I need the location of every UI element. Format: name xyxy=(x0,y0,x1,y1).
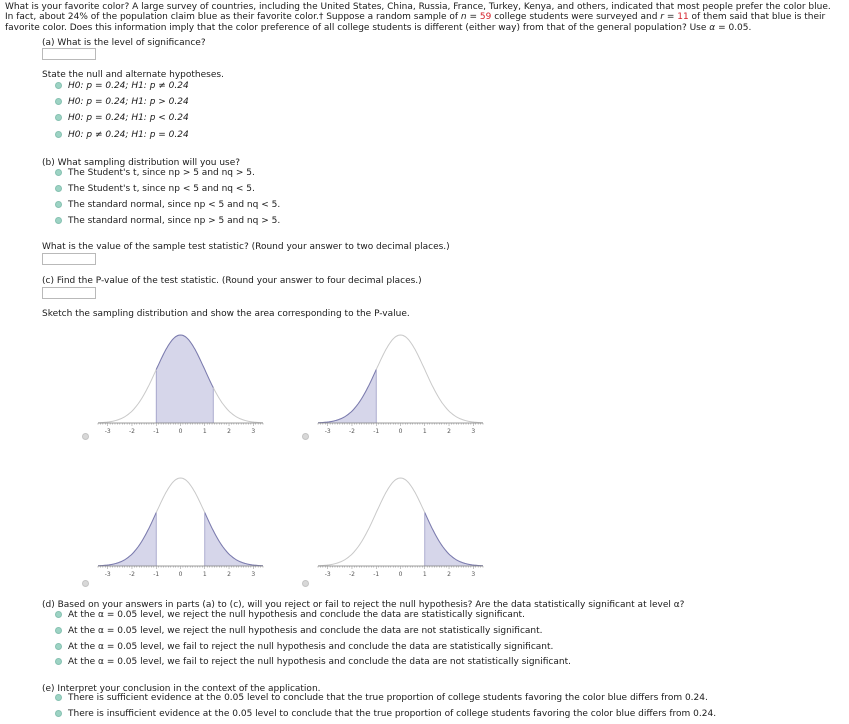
radio-button[interactable] xyxy=(55,114,62,121)
tick-label: -1 xyxy=(373,428,380,435)
tick-label: -1 xyxy=(153,428,160,435)
p-value-input[interactable] xyxy=(42,287,96,299)
normal-curve xyxy=(318,478,483,566)
n-equals: = xyxy=(466,12,480,23)
radio-button[interactable] xyxy=(55,169,62,176)
option-label: The Student's t, since np < 5 and nq < 5. xyxy=(68,184,255,194)
tick-label: 2 xyxy=(447,571,451,578)
tick-label: 3 xyxy=(251,428,256,435)
radio-button[interactable] xyxy=(55,185,62,192)
tick-label: -2 xyxy=(348,571,355,578)
tick-label: 2 xyxy=(447,428,451,435)
significance-answer-input[interactable] xyxy=(42,48,96,60)
option-h0: H0: p = 0.24; xyxy=(68,81,129,91)
graph-two-tail-shaded[interactable] xyxy=(88,463,273,583)
option-label: At the α = 0.05 level, we reject the null hypothesis and conclude the data are not statistically significant. xyxy=(68,626,543,636)
r-label: r xyxy=(660,12,664,23)
option-h1: H1: p > 0.24 xyxy=(131,97,189,107)
radio-button[interactable] xyxy=(55,82,62,89)
n-value: 59 xyxy=(479,12,492,23)
option-h1: H1: p ≠ 0.24 xyxy=(131,81,189,91)
option-label: At the α = 0.05 level, we fail to reject the null hypothesis and conclude the data are statistically significant. xyxy=(68,642,554,652)
tick-label: 2 xyxy=(227,428,231,435)
graph-right-tail-shaded[interactable] xyxy=(308,463,493,583)
r-value: 11 xyxy=(677,12,689,23)
intro-text-2: college students were surveyed and xyxy=(491,12,661,23)
option-label: There is insufficient evidence at the 0.05 level to conclude that the true proportion of college students favoring the color blue differs from 0.24. xyxy=(68,709,717,719)
normal-curve xyxy=(98,478,263,566)
shaded-area xyxy=(156,335,213,423)
tick-label: 1 xyxy=(202,428,207,435)
radio-button[interactable] xyxy=(55,627,62,634)
tick-label: 1 xyxy=(202,571,207,578)
option-label: The standard normal, since np > 5 and nq > 5. xyxy=(68,216,281,226)
tick-label: -1 xyxy=(153,571,160,578)
conclusion-option-2[interactable] xyxy=(55,626,543,637)
radio-button[interactable] xyxy=(55,201,62,208)
hypothesis-option-3[interactable] xyxy=(55,113,189,124)
hypothesis-option-1[interactable] xyxy=(55,81,189,92)
conclusion-option-1[interactable] xyxy=(55,610,525,621)
option-label: At the α = 0.05 level, we fail to reject the null hypothesis and conclude the data are not statistically significant. xyxy=(68,657,571,667)
tick-label: -3 xyxy=(104,428,111,435)
option-h0: H0: p ≠ 0.24; xyxy=(68,130,129,140)
part-c-question: (c) Find the P-value of the test statistic. (Round your answer to four decimal places.) xyxy=(42,276,422,286)
tick-label: -3 xyxy=(324,428,331,435)
conclusion-option-4[interactable] xyxy=(55,657,571,668)
radio-button[interactable] xyxy=(55,658,62,665)
tick-label: 2 xyxy=(227,571,231,578)
interpretation-option-1[interactable] xyxy=(55,693,708,704)
tick-label: -2 xyxy=(128,428,135,435)
sketch-prompt: Sketch the sampling distribution and show the area corresponding to the P-value. xyxy=(42,309,410,319)
option-h1: H1: p < 0.24 xyxy=(131,113,189,123)
tick-label: -2 xyxy=(128,571,135,578)
tick-label: 3 xyxy=(471,571,476,578)
option-h0: H0: p = 0.24; xyxy=(68,113,129,123)
hypothesis-option-4[interactable] xyxy=(55,130,189,141)
tick-label: 0 xyxy=(398,428,403,435)
radio-button[interactable] xyxy=(55,611,62,618)
option-h1: H1: p = 0.24 xyxy=(131,130,189,140)
hypotheses-prompt: State the null and alternate hypotheses. xyxy=(42,70,224,80)
part-a-question: (a) What is the level of significance? xyxy=(42,38,206,48)
radio-button[interactable] xyxy=(55,98,62,105)
tick-label: 3 xyxy=(471,428,476,435)
alpha-symbol: α xyxy=(709,22,716,33)
radio-button[interactable] xyxy=(55,643,62,650)
test-statistic-prompt: What is the value of the sample test statistic? (Round your answer to two decimal places.) xyxy=(42,242,450,252)
radio-button[interactable] xyxy=(55,694,62,701)
part-d-question: (d) Based on your answers in parts (a) to (c), will you reject or fail to reject the null hypothesis? Are the data statistically significant at level α? xyxy=(42,600,685,610)
graph-center-shaded[interactable] xyxy=(88,320,273,440)
radio-button[interactable] xyxy=(55,710,62,717)
conclusion-option-3[interactable] xyxy=(55,642,553,653)
tick-label: -2 xyxy=(348,428,355,435)
tick-label: 3 xyxy=(251,571,256,578)
test-statistic-input[interactable] xyxy=(42,253,96,265)
option-label: The standard normal, since np < 5 and nq < 5. xyxy=(68,200,281,210)
intro-text-4: = 0.05. xyxy=(715,22,752,33)
option-label: There is sufficient evidence at the 0.05 level to conclude that the true proportion of college students favoring the color blue differs from 0.24. xyxy=(68,693,708,703)
option-label: The Student's t, since np > 5 and nq > 5. xyxy=(68,168,255,178)
option-label: At the α = 0.05 level, we reject the null hypothesis and conclude the data are statistically significant. xyxy=(68,610,525,620)
problem-statement xyxy=(5,2,841,33)
part-b-question: (b) What sampling distribution will you use? xyxy=(42,158,241,168)
tick-label: 1 xyxy=(422,571,427,578)
distribution-option-2[interactable] xyxy=(55,184,255,195)
distribution-option-1[interactable] xyxy=(55,168,255,179)
distribution-option-3[interactable] xyxy=(55,200,280,211)
r-equals: = xyxy=(663,12,678,23)
intro-text-1: What is your favorite color? A large survey of countries, including the United States, China, Russia, France, Turkey, Kenya, and others, indicated that most people prefer the color blue. In fact, about 24% of the population claim blue as their favorite color.† Suppose a random sample of xyxy=(5,2,831,23)
tick-label: -3 xyxy=(324,571,331,578)
tick-label: 1 xyxy=(422,428,427,435)
intro-text-3: of them said that blue is their favorite color. Does this information imply that the color preference of all college students is different (either way) from that of the general population? Use xyxy=(5,12,826,33)
radio-button[interactable] xyxy=(55,217,62,224)
hypothesis-option-2[interactable] xyxy=(55,97,189,108)
tick-label: -3 xyxy=(104,571,111,578)
n-label: n xyxy=(460,12,467,23)
part-e-question: (e) Interpret your conclusion in the context of the application. xyxy=(42,684,321,694)
tick-label: 0 xyxy=(178,428,183,435)
option-h0: H0: p = 0.24; xyxy=(68,97,129,107)
normal-curve xyxy=(318,335,483,423)
graph-left-tail-shaded[interactable] xyxy=(308,320,493,440)
tick-label: -1 xyxy=(373,571,380,578)
tick-label: 0 xyxy=(178,571,183,578)
tick-label: 0 xyxy=(398,571,403,578)
radio-button[interactable] xyxy=(55,131,62,138)
distribution-option-4[interactable] xyxy=(55,216,280,227)
interpretation-option-2[interactable] xyxy=(55,709,716,720)
